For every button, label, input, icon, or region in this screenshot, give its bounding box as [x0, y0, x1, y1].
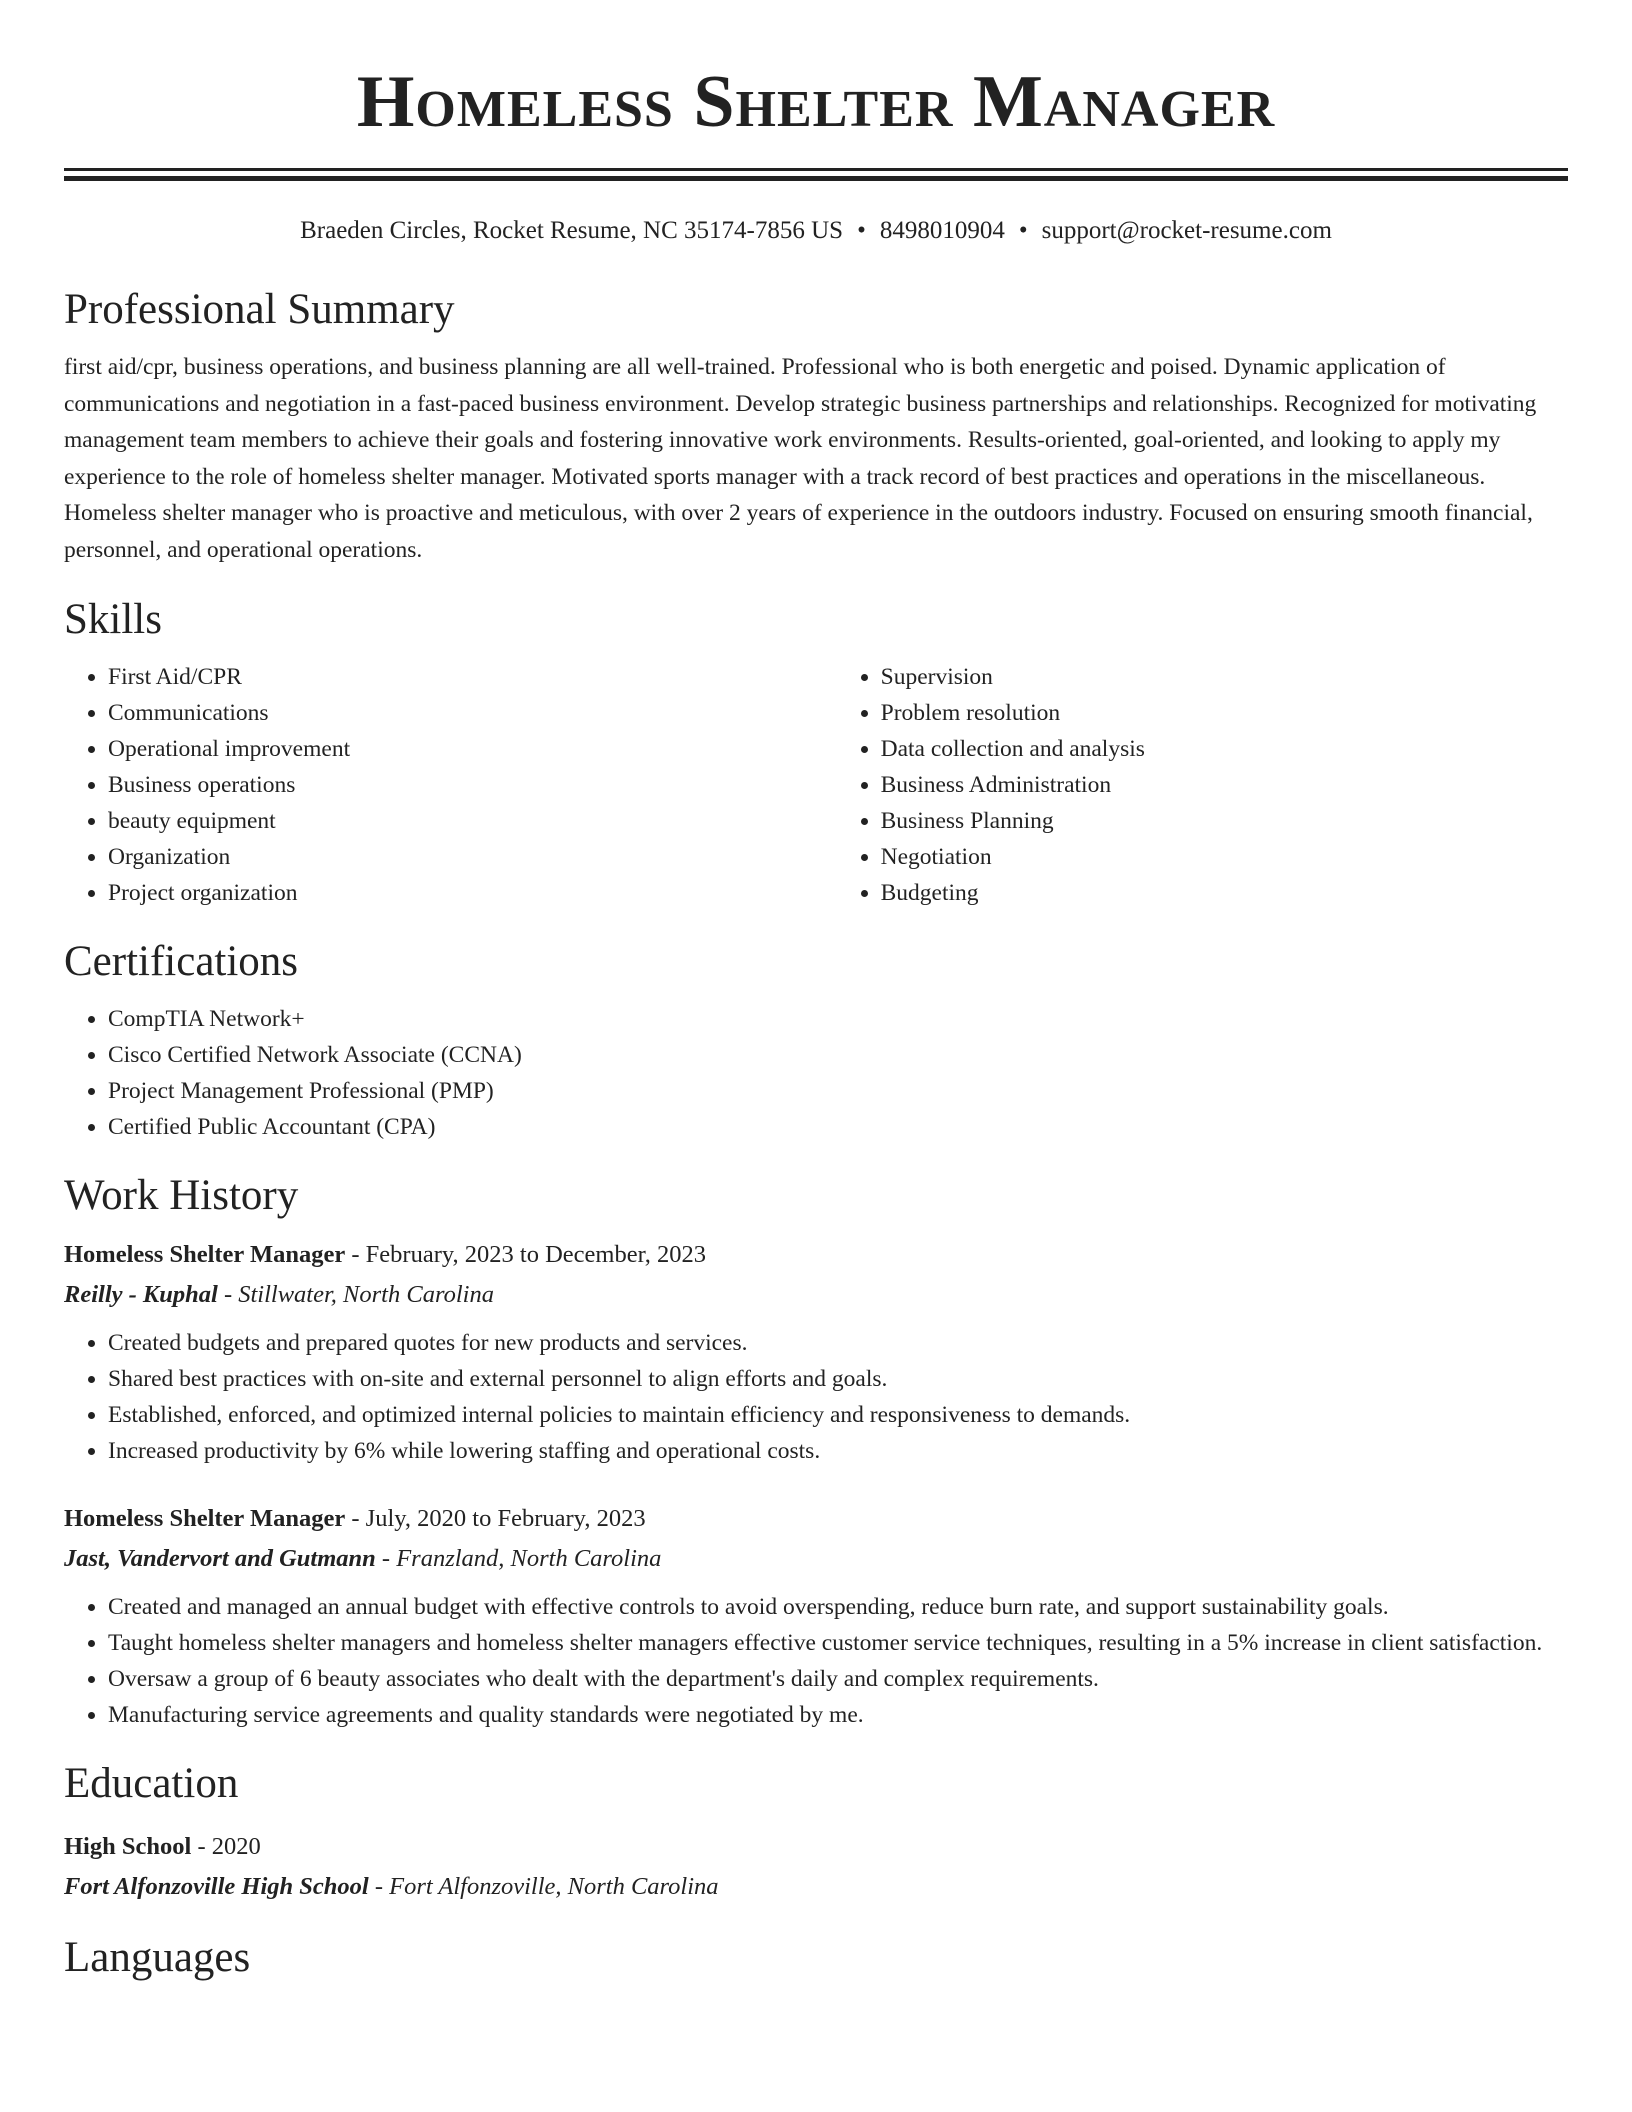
- skill-item: • Budgeting: [881, 875, 1568, 911]
- skills-columns: [64, 659, 1568, 911]
- skills-heading: Skills: [64, 595, 162, 643]
- certifications-section: [64, 937, 1568, 1145]
- languages-heading: Languages: [64, 1933, 251, 1981]
- job-entry: [64, 1499, 1568, 1733]
- education-degree-line: [64, 1827, 1568, 1867]
- skill-item: • Communications: [108, 695, 837, 731]
- job-dates: - July, 2020 to February, 2023: [345, 1504, 646, 1532]
- skill-item: • Operational improvement: [108, 731, 837, 767]
- job-entry: [64, 1235, 1568, 1469]
- skills-list-left: [64, 659, 837, 911]
- certification-item: • Cisco Certified Network Associate (CCNA): [108, 1037, 1568, 1073]
- certification-item: • CompTIA Network+: [108, 1001, 1568, 1037]
- summary-section: [64, 285, 1568, 569]
- job-title: Homeless Shelter Manager: [64, 1240, 346, 1268]
- certifications-heading: Certifications: [64, 937, 299, 985]
- skills-section: [64, 595, 1568, 911]
- certifications-list: [64, 1001, 1568, 1145]
- job-bullet: • Created budgets and prepared quotes for new products and services.: [108, 1325, 1568, 1361]
- skill-item: • Business operations: [108, 767, 837, 803]
- header-rule-thick: [64, 176, 1568, 181]
- skill-item: • beauty equipment: [108, 803, 837, 839]
- job-bullet: • Shared best practices with on-site and external personnel to align efforts and goals.: [108, 1361, 1568, 1397]
- summary-text: first aid/cpr, business operations, and business planning are all well-trained. Professional who is both energetic and poised. Dynamic application of communications and negotiation in a fast-paced business environment. Develop strategic business partnerships and relationships. Recognized for motivating management team members to achieve their goals and fostering innovative work environments. Results-oriented, goal-oriented, and looking to apply my experience to the role of homeless shelter manager. Motivated sports manager with a track record of best practices and operations in the miscellaneous. Homeless shelter manager who is proactive and meticulous, with over 2 years of experience in the outdoors industry. Focused on ensuring smooth financial, personnel, and operational operations.: [64, 354, 1537, 563]
- work-history-heading: Work History: [64, 1171, 299, 1219]
- education-school-line: [64, 1867, 1568, 1907]
- contact-address: Braeden Circles, Rocket Resume, NC 35174-7856 US: [300, 217, 844, 244]
- education-school: Fort Alfonzoville High School: [64, 1872, 369, 1900]
- job-title-line: [64, 1235, 1568, 1275]
- education-entry: [64, 1827, 1568, 1907]
- job-company-line: [64, 1275, 1568, 1315]
- contact-separator: •: [857, 217, 866, 244]
- contact-line: [64, 215, 1568, 247]
- job-bullet: • Oversaw a group of 6 beauty associates who dealt with the department's daily and complex requirements.: [108, 1661, 1568, 1697]
- education-degree: High School: [64, 1832, 192, 1860]
- skill-item: • Organization: [108, 839, 837, 875]
- job-title: Homeless Shelter Manager: [64, 1504, 346, 1532]
- job-bullet: • Taught homeless shelter managers and homeless shelter managers effective customer service techniques, resulting in a 5% increase in client satisfaction.: [108, 1625, 1568, 1661]
- skill-item: • Problem resolution: [881, 695, 1568, 731]
- job-title-line: [64, 1499, 1568, 1539]
- skill-item: • Supervision: [881, 659, 1568, 695]
- skill-item: • Business Administration: [881, 767, 1568, 803]
- job-company: Jast, Vandervort and Gutmann: [64, 1544, 376, 1572]
- certification-item: • Project Management Professional (PMP): [108, 1073, 1568, 1109]
- job-bullets: [64, 1325, 1568, 1469]
- summary-heading: Professional Summary: [64, 286, 455, 333]
- education-heading: Education: [64, 1759, 239, 1807]
- job-bullet: • Increased productivity by 6% while lowering staffing and operational costs.: [108, 1433, 1568, 1469]
- skills-list-right: [837, 659, 1568, 911]
- skill-item: • First Aid/CPR: [108, 659, 837, 695]
- job-bullets: [64, 1589, 1568, 1733]
- resume-name: Homeless Shelter Manager: [356, 61, 1276, 143]
- languages-section: [64, 1933, 1568, 1983]
- contact-email: support@rocket-resume.com: [1041, 217, 1332, 244]
- contact-phone: 8498010904: [879, 217, 1005, 244]
- job-company: Reilly - Kuphal: [64, 1280, 218, 1308]
- job-company-line: [64, 1539, 1568, 1579]
- header-rule-thin: [64, 168, 1568, 171]
- skill-item: • Data collection and analysis: [881, 731, 1568, 767]
- education-section: [64, 1759, 1568, 1907]
- certification-item: • Certified Public Accountant (CPA): [108, 1109, 1568, 1145]
- contact-separator: •: [1018, 217, 1028, 244]
- work-history-section: [64, 1171, 1568, 1733]
- skill-item: • Project organization: [108, 875, 837, 911]
- job-dates: - February, 2023 to December, 2023: [345, 1240, 706, 1268]
- skill-item: • Negotiation: [881, 839, 1568, 875]
- skill-item: • Business Planning: [881, 803, 1568, 839]
- education-location: - Fort Alfonzoville, North Carolina: [368, 1872, 719, 1900]
- job-bullet: • Manufacturing service agreements and quality standards were negotiated by me.: [108, 1697, 1568, 1733]
- education-year: - 2020: [191, 1832, 261, 1860]
- job-bullet: • Created and managed an annual budget with effective controls to avoid overspending, reduce burn rate, and support sustainability goals.: [108, 1589, 1568, 1625]
- job-location: - Franzland, North Carolina: [375, 1544, 662, 1572]
- job-bullet: • Established, enforced, and optimized internal policies to maintain efficiency and responsiveness to demands.: [108, 1397, 1568, 1433]
- job-location: - Stillwater, North Carolina: [217, 1280, 494, 1308]
